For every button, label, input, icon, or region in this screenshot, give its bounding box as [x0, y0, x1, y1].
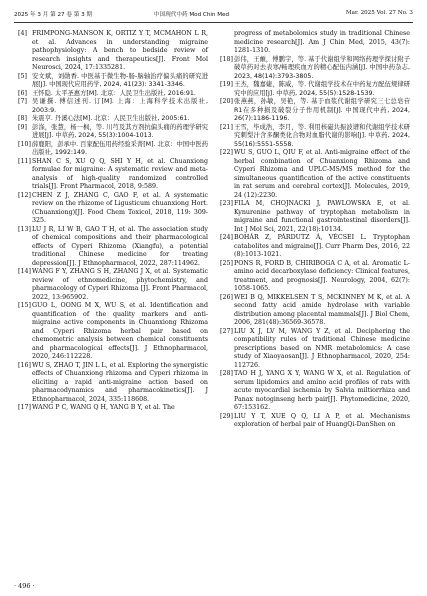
references-left-column [18, 30, 208, 413]
reference-number: [10] [18, 140, 31, 148]
reference-number: [21] [220, 123, 233, 131]
reference-number: [7] [18, 98, 27, 105]
reference-number: [29] [220, 412, 233, 420]
reference-entry [220, 294, 410, 328]
reference-entry [220, 413, 410, 430]
reference-text: progress of metabolomics study in traditional Chinese medicine research[J]. Am J Chin Med, 2015, 43(7): 1281-1310. [234, 30, 410, 54]
reference-entry [18, 141, 208, 158]
reference-text: FRIMPONG-MANSON K, ORTIZ Y T, MCMAHON L R, et al. Advances in understanding migraine pathophysiology: A bench to bedside review of research insights and therapeutics[J]. Front Mol Neurosci, 2024, 17:1335281. [32, 30, 208, 71]
reference-number: [24] [220, 234, 233, 241]
reference-number: [4] [18, 30, 27, 37]
reference-number: [19] [220, 81, 233, 88]
reference-entry [18, 30, 208, 73]
reference-entry [18, 98, 208, 115]
reference-number: [25] [220, 259, 233, 267]
reference-entry [220, 149, 410, 200]
running-header [14, 0, 413, 24]
reference-text: WEI B Q, MIKKELSEN T S, MCKINNEY M K, et al. A second fatty acid amide hydrolase with variable distribution among placental mammals[J]. J Biol Chem, 2006, 281(48):36569-36578. [234, 293, 410, 326]
reference-number: [6] [18, 89, 27, 97]
reference-number: [18] [220, 55, 233, 63]
reference-entry [220, 56, 410, 82]
reference-entry [220, 234, 410, 260]
reference-number: [28] [220, 370, 233, 377]
reference-number: [8] [18, 115, 27, 122]
reference-number: [12] [18, 191, 31, 199]
reference-number: [15] [18, 302, 31, 309]
reference-entry [220, 328, 410, 371]
reference-entry [220, 200, 410, 234]
reference-entry [220, 370, 410, 413]
reference-text: 王雪，毕成浩，李月，等. 利用核磁共振波谱和代谢组学技术研究刺梨汁含多酮类化合物对血脂代谢的影响[J]. 中草药, 2024, 55(16):5551-5558. [234, 123, 410, 148]
reference-text: LIU Y T, XUE Q Q, LI A P, et al. Mechanisms exploration of herbal pair of HuangQi-DanShen on [234, 412, 410, 428]
reference-number: [5] [18, 72, 27, 80]
reference-entry [18, 158, 208, 192]
reference-text: SHAN C S, XU Q Q, SHI Y H, et al. Chuanxiong formulae for migraine: A systematic review and meta-analysis of high-quality randomized controlled trials[J]. Front Pharmacol, 2018, 9:589. [32, 157, 208, 190]
reference-number: [14] [18, 268, 31, 275]
reference-number: [16] [18, 361, 31, 369]
reference-entry [18, 362, 208, 405]
reference-entry [18, 115, 208, 124]
reference-entry [18, 226, 208, 269]
reference-text: LIU X J, LV M, WANG Y Z, et al. Deciphering the compatibility rules of traditional Chinese medicine prescriptions based on NMR metabolomics: A case study of Xiaoyaosan[J]. J Ethnopharmacol, 2020, 254: 112726. [234, 327, 410, 369]
reference-text: 薛鹿阳，彭承中. 百家配伍用药经验采菁[M]. 北京：中国中医药出版社, 1992:149. [32, 140, 208, 156]
reference-number: [11] [18, 157, 31, 165]
reference-number: [26] [220, 293, 233, 301]
reference-entry [18, 90, 208, 99]
references-right-column [220, 30, 410, 430]
reference-entry [18, 192, 208, 226]
reference-entry [220, 260, 410, 294]
reference-entry [18, 302, 208, 362]
reference-text: 彭伟，王頔，傅鹏宇，等. 基于代谢组学和网络药理学探讨附子破草药对去表寒/畅理疾血方的精心配伍内涵[J]. 中国中药杂志, 2023, 48(14):3793-3805. [234, 55, 410, 80]
reference-entry [220, 30, 410, 56]
reference-text: FILA M, CHOJNACKI J, PAWLOWSKA E, et al. Kynurenine pathway of tryptophan metabolism in migraine and functional gastrointestinal disorders[J]. Int J Mol Sci, 2021, 22(18):10134. [234, 200, 410, 233]
reference-number: [9] [18, 123, 27, 131]
header-issue-cn: 2025 年 3 月 第 27 卷 第 3 期 [14, 12, 93, 18]
reference-number: [13] [18, 225, 31, 233]
reference-text: WU S, GUO L, QIU F, et al. Anti-migraine effect of the herbal combination of Chuanxiong Rhizoma and Cyperi Rhizoma and UPLC-MS/MS method for the simultaneous quantification of the active constituents in rat serum and cerebral cortex[J]. Molecules, 2019, 24 (12):2230. [234, 149, 410, 199]
reference-entry [220, 98, 410, 124]
reference-text: CHEN Z J, ZHANG C, GAO F, et al. A systematic review on the rhizome of Ligusticum chuanxiong Hort. (Chuanxiong)[J]. Food Chem Toxicol, 2018, 119: 309-325. [32, 191, 208, 224]
reference-text: 王怀隐. 太平圣惠方[M]. 北京：人民卫生出版社, 2016:91. [32, 89, 196, 97]
header-divider [14, 22, 413, 23]
reference-number: [27] [220, 327, 233, 335]
reference-text: BOHÁR Z, PÁRDUTZ Á, VÉCSEI L. Tryptophan catabolites and migraine[J]. Curr Pharm Des, 2016, 22 (8):1013-1021. [234, 234, 410, 258]
reference-number [220, 30, 234, 56]
reference-text: 彭涤，张慧，杨一枫，等. 川芎及其方剂抗偏头痛的药理学研究进展[J]. 中草药, 2024, 55(3):1004-1013. [32, 123, 208, 139]
reference-text: WANG P C, WANG Q H, YANG B Y, et al. The [32, 404, 175, 411]
reference-text: WU S, ZHAO T, JIN L L, et al. Exploring the synergistic effects of Chuanxiong rhizoma and Cyperi rhizoma in eliciting a rapid anti-migraine action based on pharmacodynamics and pharmacokinetics[J]. J Ethnopharmacol, 2024, 335:118608. [32, 361, 208, 403]
reference-entry [18, 73, 208, 90]
reference-text: LU J R, LI W B, GAO T H, et al. The association study of chemical compositions and their pharmacological effects of Cyperi Rhizoma (Xiangfu), a potential traditional Chinese medicine for treating depression[J]. J Ethnopharmacol, 2022, 287:114962. [32, 225, 208, 267]
reference-text: GUO L, OONG M X, WU S, et al. Identification and quantification of the quality markers and anti-migraine active components in Chuanxiong Rhizoma and Cyperi Rhizoma herbal pair based on chemometric analysis between chemical constituents and pharmacological effects[J]. J Ethnopharmacol, 2020, 246:112228. [32, 302, 208, 360]
reference-text: TAO H J, YANG X Y, WANG W X, et al. Regulation of serum lipidomics and amino acid profiles of rats with acute myocardial ischemia by Salvia miltiorrhiza and Panax notoginseng herb pair[J]. Phytomedicine, 2020, 67:153162. [234, 370, 410, 411]
reference-text: 张燕燕，孙敏，吴艳，等. 基于血浆代谢组学研究三七总皂苷R1在多种损及破裂分子作用机制[J]. 中国现代中药, 2024, 26(7):1186-1196. [234, 98, 410, 122]
reference-number: [20] [220, 98, 233, 105]
header-issue-en: Mar. 2025 Vol. 27 No. 3 [345, 10, 413, 16]
reference-entry [18, 268, 208, 302]
reference-text: PONS R, FORD B, CHIRIBOGA C A, et al. Aromatic L-amino acid decarboxylase deficiency: Clinical features, treatment, and prognosis[J]. Neurology, 2004, 62(7): 1058-1065. [234, 259, 410, 292]
page-number: · 496 · [14, 582, 35, 590]
reference-number: [17] [18, 404, 31, 411]
reference-number: [22] [220, 149, 233, 156]
reference-entry [220, 81, 410, 98]
reference-text: WANG F Y, ZHANG S H, ZHANG J X, et al. Systematic review of ethnomedicine, phytochemistry, and pharmacology of Cyperi Rhizoma [J]. Front Pharmacol, 2022, 13:965902. [32, 268, 208, 301]
header-journal-title: 中国现代中药 Mod Chin Med [154, 12, 230, 18]
reference-text: 吴谦撰. 傅信述刊. 订[M]. 上海：上海科学技术出版社, 2003:9. [32, 98, 208, 114]
reference-text: 朱震亨. 丹溪心法[M]. 北京：人民卫生出版社, 2005:61. [32, 115, 190, 122]
reference-entry [18, 124, 208, 141]
reference-number: [23] [220, 200, 233, 207]
reference-entry [220, 124, 410, 150]
reference-text: 安文斌，刘勋香. 中医基于微生物-肠-脑轴治疗偏头痛的研究进展[J]. 中国现代应用药学, 2024, 41(23): 3341-3346. [32, 72, 208, 88]
reference-text: 王杰，魏嘉婕，陈威，等. 代谢组学技术在中药复方配伍规律研究中的应用[J]. 中草药, 2024, 55(5):1528-1539. [234, 81, 410, 97]
reference-entry [18, 404, 208, 413]
